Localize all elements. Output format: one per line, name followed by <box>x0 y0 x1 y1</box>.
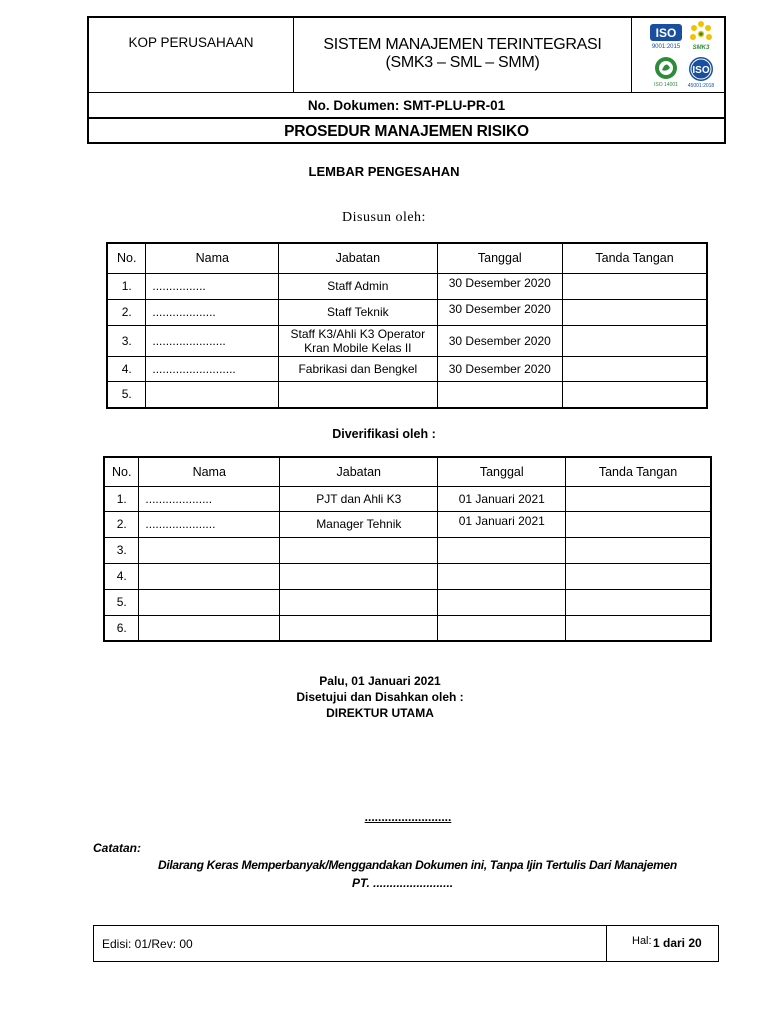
row-signature <box>566 563 711 589</box>
table-header-row <box>104 457 711 486</box>
row-tanggal: 01 Januari 2021 <box>438 511 566 537</box>
col-header-no: No. <box>107 243 146 273</box>
sheet-title: LEMBAR PENGESAHAN <box>308 164 460 179</box>
table-row <box>107 299 707 325</box>
row-nama <box>139 537 280 563</box>
row-signature <box>566 511 711 537</box>
row-no: 2. <box>107 299 146 325</box>
row-signature <box>566 615 711 641</box>
row-jabatan <box>279 325 437 356</box>
row-tanggal: 30 Desember 2020 <box>437 273 563 299</box>
row-jabatan-line2: Kran Mobile Kelas II <box>304 340 412 355</box>
col-header-tanda-tangan: Tanda Tangan <box>563 243 707 273</box>
row-jabatan <box>280 563 438 589</box>
row-jabatan: PJT dan Ahli K3 <box>280 486 438 511</box>
iso-45001-logo <box>688 57 715 89</box>
table-row <box>104 615 711 641</box>
document-footer <box>93 925 719 962</box>
col-header-no: No. <box>104 457 139 486</box>
col-header-jabatan: Jabatan <box>279 243 437 273</box>
document-header <box>87 16 726 144</box>
table-row <box>107 273 707 299</box>
approval-place-date: Palu, 01 Januari 2021 <box>319 674 441 688</box>
svg-text:ISO 14001: ISO 14001 <box>654 82 678 88</box>
col-header-nama: Nama <box>146 243 279 273</box>
row-tanggal: 30 Desember 2020 <box>437 356 563 381</box>
system-title-line2: (SMK3 – SML – SMM) <box>385 54 540 71</box>
row-nama: ...................... <box>146 325 279 356</box>
row-no: 5. <box>104 589 139 615</box>
row-tanggal <box>437 381 563 408</box>
table-row <box>104 537 711 563</box>
document-number: No. Dokumen: SMT-PLU-PR-01 <box>89 92 724 119</box>
row-jabatan-line1: Staff K3/Ahli K3 Operator <box>290 326 426 341</box>
header-top-row <box>89 18 724 93</box>
table-row <box>104 589 711 615</box>
notes-line2: PT. ........................ <box>352 876 454 890</box>
signature-dots: .......................... <box>364 810 452 824</box>
procedure-title: PROSEDUR MANAJEMEN RISIKO <box>284 123 529 140</box>
row-signature <box>563 356 707 381</box>
row-jabatan: Manager Tehnik <box>280 511 438 537</box>
table-row <box>107 325 707 356</box>
row-tanggal: 30 Desember 2020 <box>437 299 563 325</box>
approval-position: DIREKTUR UTAMA <box>326 706 434 720</box>
row-jabatan: Staff Admin <box>279 273 437 299</box>
system-title-line1: SISTEM MANAJEMEN TERINTEGRASI <box>323 36 602 53</box>
row-no: 2. <box>104 511 139 537</box>
row-nama <box>146 381 279 408</box>
row-no: 1. <box>104 486 139 511</box>
edition-revision: Edisi: 01/Rev: 00 <box>102 937 193 951</box>
table-row <box>104 511 711 537</box>
col-header-jabatan: Jabatan <box>280 457 438 486</box>
iso-9001-logo <box>650 24 682 50</box>
approval-block <box>0 673 764 721</box>
row-jabatan <box>279 381 437 408</box>
certification-logos <box>632 18 726 92</box>
prepared-by-label: Disusun oleh: <box>342 210 426 225</box>
row-signature <box>563 299 707 325</box>
row-nama: ..................... <box>139 511 280 537</box>
verified-table <box>103 456 712 642</box>
system-title <box>294 18 632 92</box>
table-row <box>107 356 707 381</box>
row-jabatan <box>280 615 438 641</box>
page-number-cell <box>606 926 719 961</box>
row-no: 5. <box>107 381 146 408</box>
approval-approved-by: Disetujui dan Disahkan oleh : <box>296 690 464 704</box>
logos-svg <box>632 18 726 92</box>
row-tanggal: 30 Desember 2020 <box>437 325 563 356</box>
row-nama: .................... <box>139 486 280 511</box>
table-header-row <box>107 243 707 273</box>
row-signature <box>566 589 711 615</box>
col-header-nama: Nama <box>139 457 280 486</box>
notes-line1: Dilarang Keras Memperbanyak/Menggandakan Dokumen ini, Tanpa Ijin Tertulis Dari Manajemen <box>158 858 677 872</box>
row-jabatan <box>280 537 438 563</box>
table-row <box>107 381 707 408</box>
row-no: 3. <box>107 325 146 356</box>
svg-text:ISO: ISO <box>655 26 677 40</box>
col-header-tanggal: Tanggal <box>437 243 563 273</box>
row-jabatan: Fabrikasi dan Bengkel <box>279 356 437 381</box>
row-nama <box>139 563 280 589</box>
verified-by-label: Diverifikasi oleh : <box>332 427 436 441</box>
smk3-logo <box>690 21 712 51</box>
approval-signature-line <box>24 810 768 824</box>
page-value: 1 dari 20 <box>653 936 702 950</box>
row-signature <box>563 273 707 299</box>
row-nama: ......................... <box>146 356 279 381</box>
row-jabatan: Staff Teknik <box>279 299 437 325</box>
row-nama <box>139 615 280 641</box>
row-signature <box>566 486 711 511</box>
row-signature <box>563 381 707 408</box>
prepared-table <box>106 242 708 409</box>
row-jabatan <box>280 589 438 615</box>
svg-text:SMK3: SMK3 <box>692 45 710 51</box>
svg-text:ISO: ISO <box>692 65 710 76</box>
row-no: 4. <box>107 356 146 381</box>
page-label: Hal: <box>632 935 652 947</box>
row-no: 4. <box>104 563 139 589</box>
row-nama <box>139 589 280 615</box>
row-tanggal <box>438 615 566 641</box>
row-no: 1. <box>107 273 146 299</box>
row-signature <box>566 537 711 563</box>
col-header-tanggal: Tanggal <box>438 457 566 486</box>
notes-label: Catatan: <box>93 841 142 855</box>
row-tanggal <box>438 589 566 615</box>
row-no: 6. <box>104 615 139 641</box>
svg-text:45001:2018: 45001:2018 <box>687 83 715 89</box>
svg-text:9001:2015: 9001:2015 <box>651 44 681 50</box>
row-nama: ................... <box>146 299 279 325</box>
row-tanggal <box>438 537 566 563</box>
iso-14001-logo <box>654 57 678 88</box>
row-tanggal <box>438 563 566 589</box>
table-row <box>104 563 711 589</box>
col-header-tanda-tangan: Tanda Tangan <box>566 457 711 486</box>
company-letterhead: KOP PERUSAHAAN <box>89 18 294 92</box>
row-signature <box>563 325 707 356</box>
row-nama: ................ <box>146 273 279 299</box>
row-no: 3. <box>104 537 139 563</box>
row-tanggal: 01 Januari 2021 <box>438 486 566 511</box>
table-row <box>104 486 711 511</box>
